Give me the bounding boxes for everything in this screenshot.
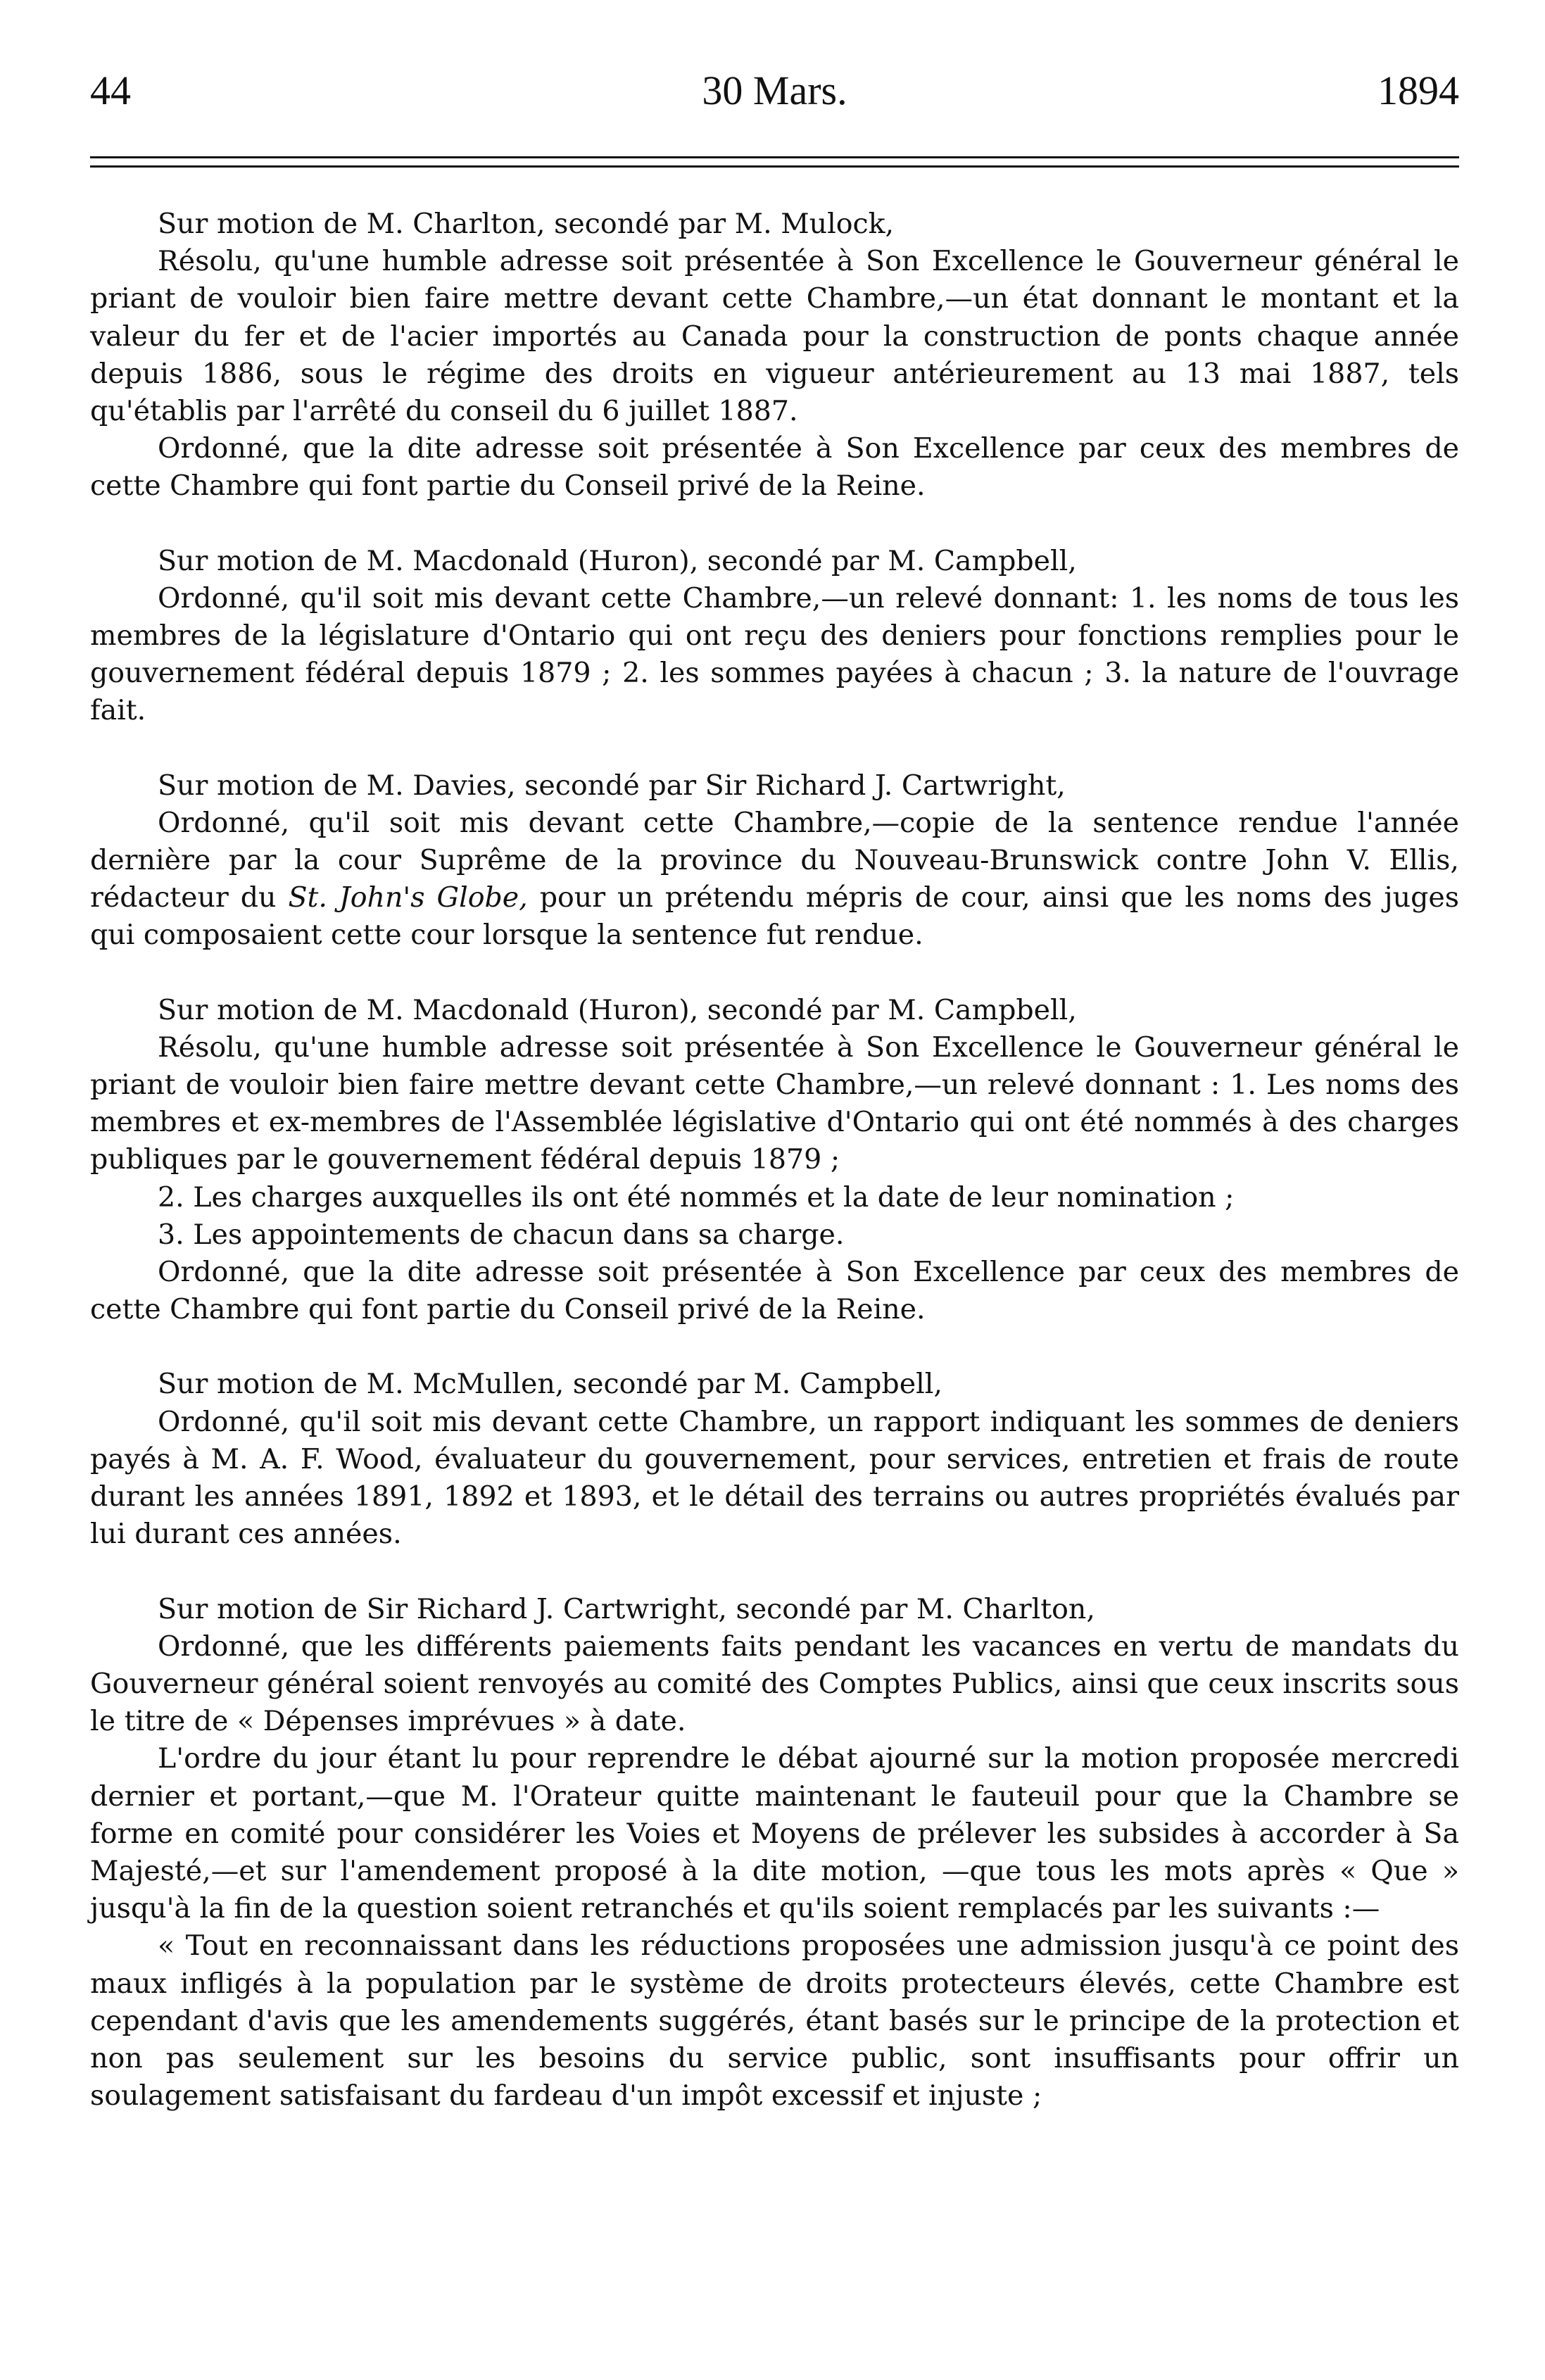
- newspaper-title: St. John's Globe,: [288, 881, 528, 914]
- paragraph-mcmullen-motion: Sur motion de M. McMullen, secondé par M. Campbell,: [158, 1368, 942, 1401]
- davies-order-text-b: pour un prétendu mépris de cour, ainsi que les noms des juges qui composaient cette cour lorsque la sentence fut rendue.: [90, 881, 1460, 952]
- paragraph-charlton-motion: Sur motion de M. Charlton, secondé par M. Mulock,: [158, 208, 895, 240]
- page-year: 1894: [1377, 68, 1459, 113]
- paragraph-charlton-order: Ordonné, que la dite adresse soit présentée à Son Excellence par ceux des membres de cette Chambre qui font partie du Conseil privé de la Reine.: [90, 432, 1459, 503]
- paragraph-macdonald-motion-2: Sur motion de M. Macdonald (Huron), secondé par M. Campbell,: [158, 993, 1077, 1026]
- paragraph-macdonald-motion-1: Sur motion de M. Macdonald (Huron), secondé par M. Campbell,: [158, 544, 1077, 577]
- paragraph-macdonald-resolution: Résolu, qu'une humble adresse soit présentée à Son Excellence le Gouverneur général le priant de vouloir bien faire mettre devant cette Chambre,—un relevé donnant : 1. Les noms des membres et ex-membres de l'Assemblée législative d'Ontario qui ont été nommés à des charges publiques par le gouvernement fédéral depuis 1879 ;: [90, 1031, 1459, 1176]
- paragraph-mcmullen-order: Ordonné, qu'il soit mis devant cette Chambre, un rapport indiquant les sommes de deniers payés à M. A. F. Wood, évaluateur du gouvernement, pour services, entretien et frais de route durant les années 1891, 1892 et 1893, et le détail des terrains ou autres propriétés évalués par lui durant ces années.: [90, 1405, 1459, 1551]
- page-number: 44: [90, 68, 131, 113]
- davies-order-text-a: Ordonné, qu'il soit mis devant cette Chambre,—copie de la sentence rendue l'année dernière par la cour Suprême de la province du Nouveau-Brunswick contre John V. Ellis, rédacteur du: [90, 806, 1459, 914]
- paragraph-amendment-quote: « Tout en reconnaissant dans les réductions proposées une admission jusqu'à ce point des maux infligés à la population par le système de droits protecteurs élevés, cette Chambre est cependant d'avis que les amendements suggérés, étant basés sur le principe de la protection et non pas seulement sur les besoins du service public, sont insuffisants pour offrir un soulagement satisfaisant du fardeau d'un impôt excessif et injuste ;: [90, 1929, 1459, 2113]
- paragraph-davies-motion: Sur motion de M. Davies, secondé par Sir Richard J. Cartwright,: [158, 769, 1066, 802]
- paragraph-macdonald-order-1: Ordonné, qu'il soit mis devant cette Chambre,—un relevé donnant: 1. les noms de tous les membres de la législature d'Ontario qui ont reçu des deniers pour fonctions remplies pour le gouvernement fédéral depuis 1879 ; 2. les sommes payées à chacun ; 3. la nature de l'ouvrage fait.: [90, 581, 1459, 727]
- paragraph-order-of-day: L'ordre du jour étant lu pour reprendre le débat ajourné sur la motion proposée mercredi dernier et portant,—que M. l'Orateur quitte maintenant le fauteuil pour que la Chambre se forme en comité pour considérer les Voies et Moyens de prélever les subsides à accorder à Sa Majesté,—et sur l'amendement proposé à la dite motion, —que tous les mots après « Que » jusqu'à la fin de la question soient retranchés et qu'ils soient remplacés par les suivants :—: [90, 1742, 1459, 1925]
- page-body: [90, 206, 1459, 2115]
- paragraph-davies-order: [90, 805, 1459, 955]
- page-date: 30 Mars.: [702, 68, 847, 113]
- paragraph-macdonald-item-2: 2. Les charges auxquelles ils ont été nommés et la date de leur nomination ;: [158, 1180, 1235, 1214]
- header-double-rule: [90, 156, 1459, 168]
- page-header: [90, 67, 1459, 123]
- paragraph-cartwright-motion: Sur motion de Sir Richard J. Cartwright, secondé par M. Charlton,: [158, 1592, 1095, 1625]
- paragraph-macdonald-order-2: Ordonné, que la dite adresse soit présentée à Son Excellence par ceux des membres de cette Chambre qui font partie du Conseil privé de la Reine.: [90, 1256, 1459, 1326]
- paragraph-charlton-resolution: Résolu, qu'une humble adresse soit présentée à Son Excellence le Gouverneur général le priant de vouloir bien faire mettre devant cette Chambre,—un état donnant le montant et la valeur du fer et de l'acier importés au Canada pour la construction de ponts chaque année depuis 1886, sous le régime des droits en vigueur antérieurement au 13 mai 1887, tels qu'établis par l'arrêté du conseil du 6 juillet 1887.: [90, 245, 1459, 428]
- paragraph-macdonald-item-3: 3. Les appointements de chacun dans sa charge.: [158, 1218, 845, 1251]
- paragraph-cartwright-order: Ordonné, que les différents paiements faits pendant les vacances en vertu de mandats du Gouverneur général soient renvoyés au comité des Comptes Publics, ainsi que ceux inscrits sous le titre de « Dépenses imprévues » à date.: [90, 1630, 1459, 1738]
